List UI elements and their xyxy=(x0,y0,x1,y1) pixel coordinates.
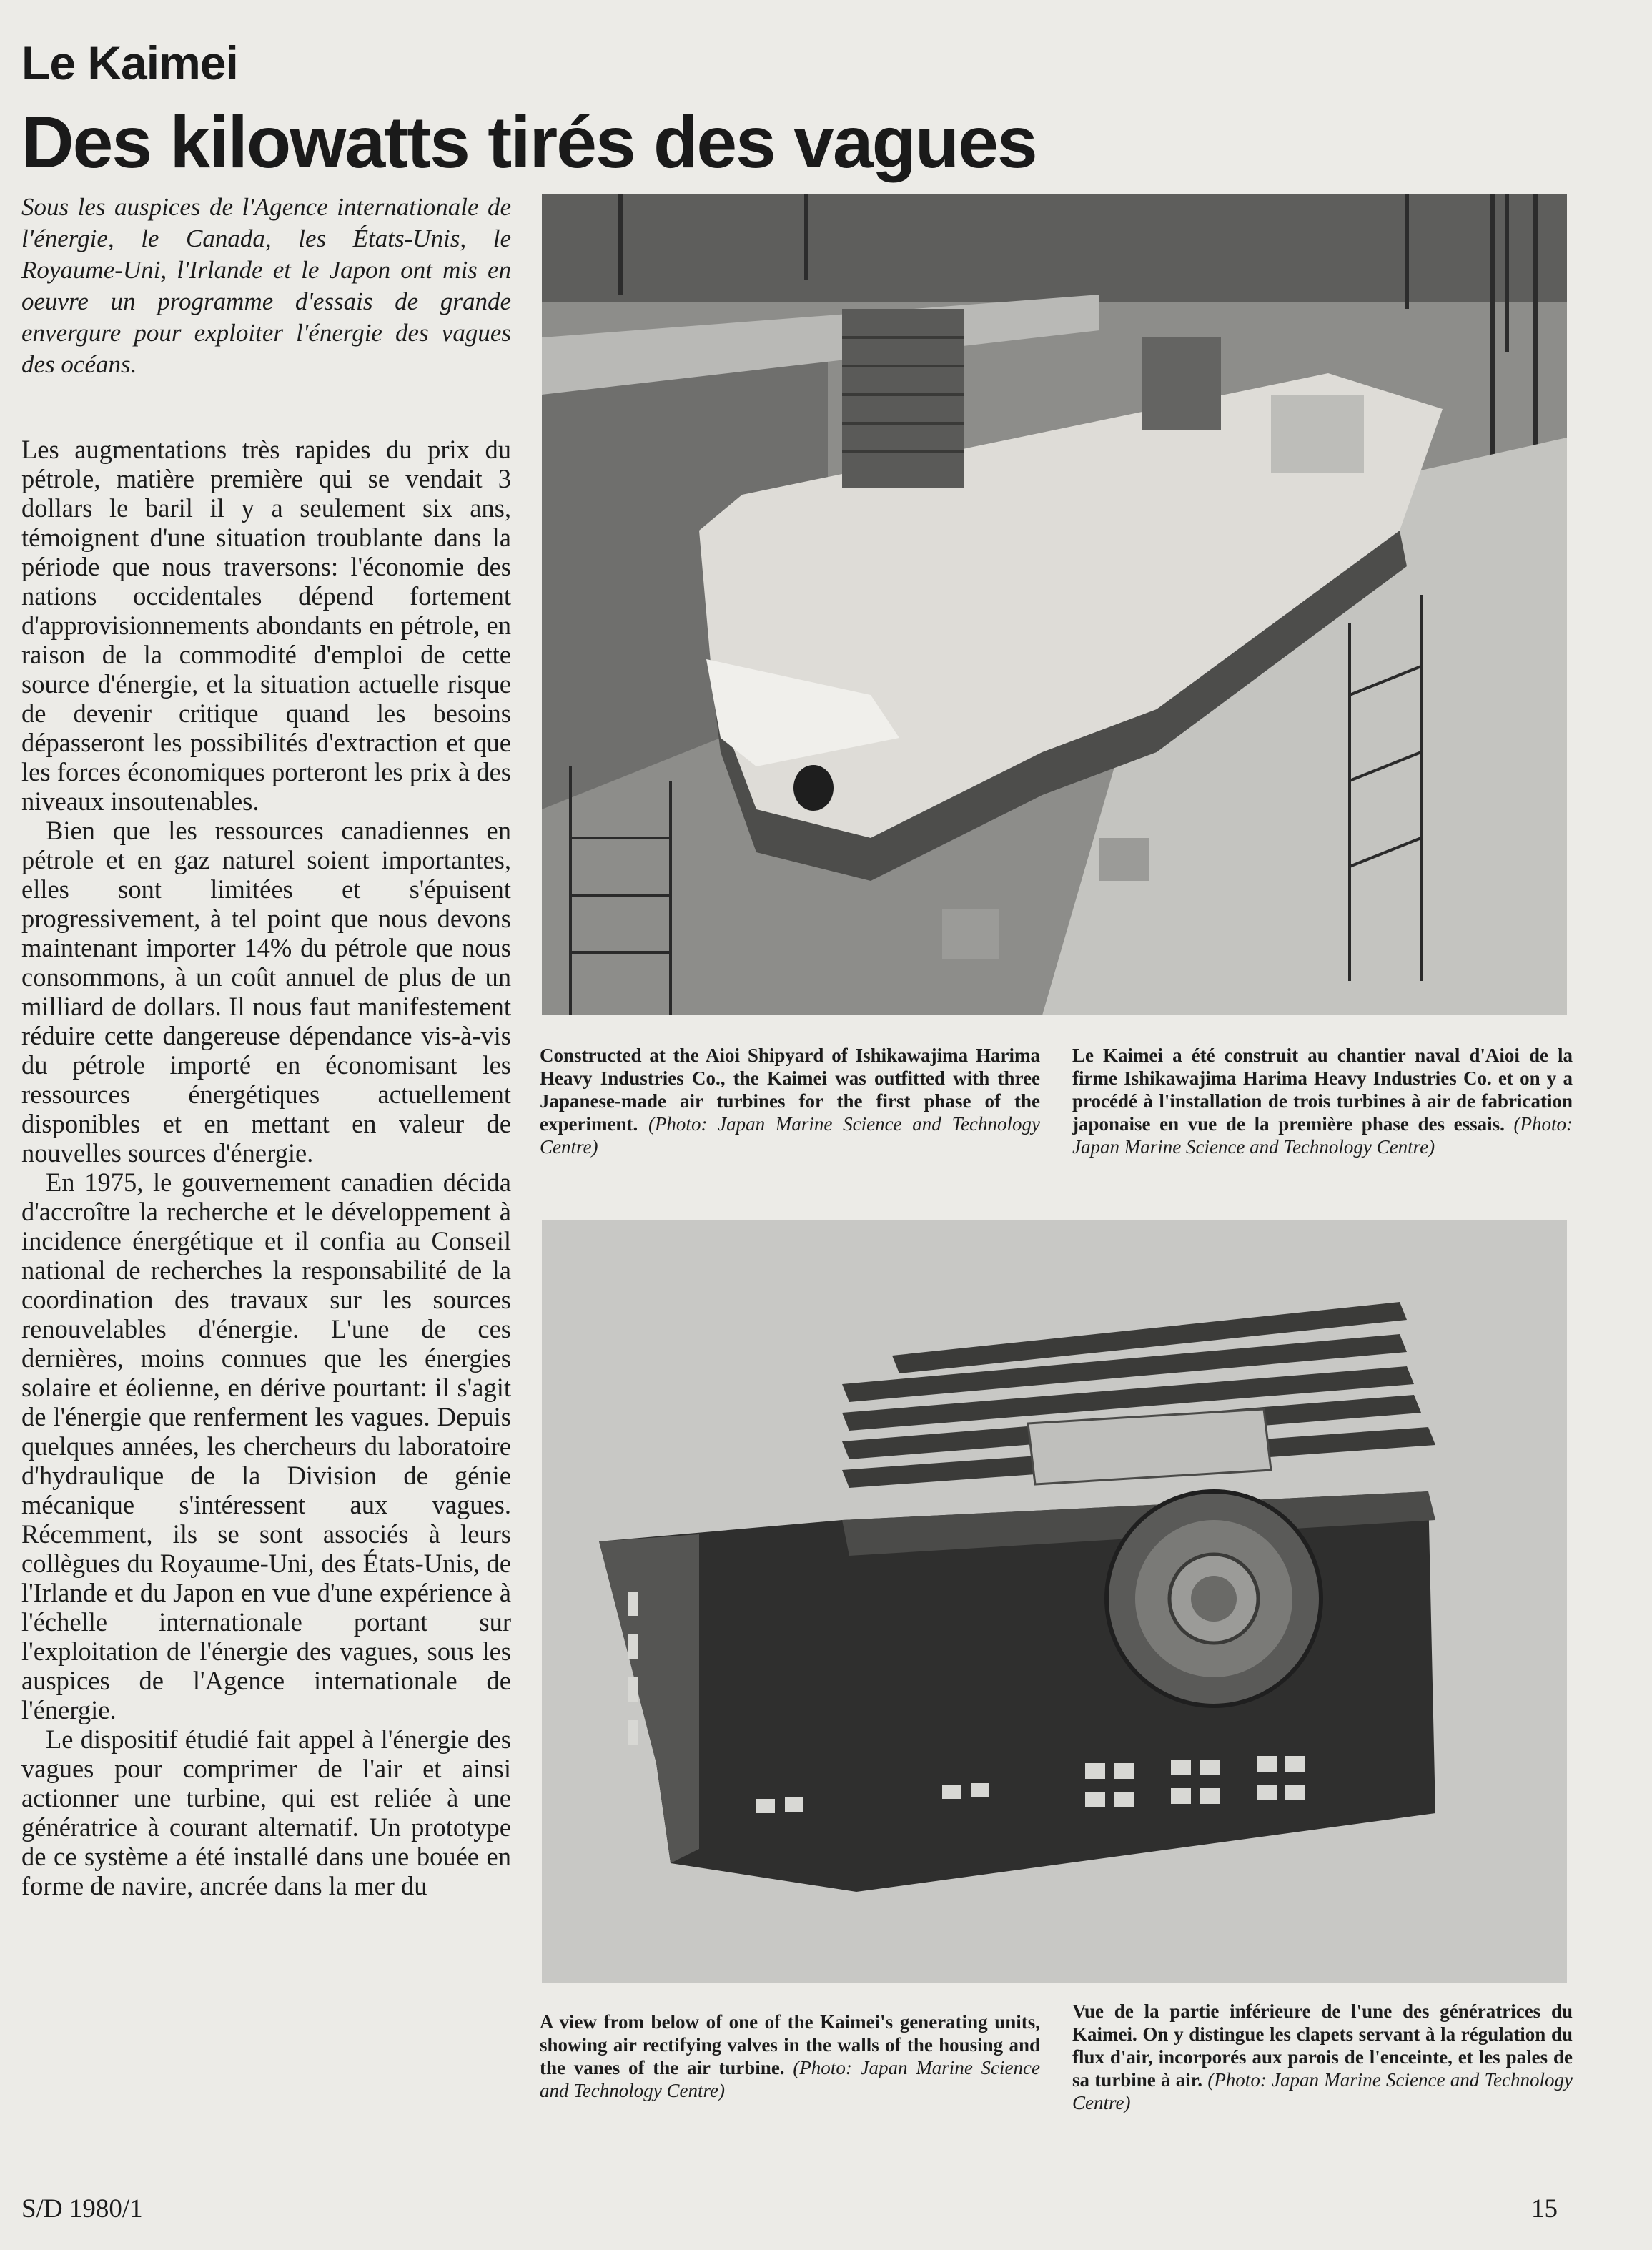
body-paragraph-3: En 1975, le gouvernement canadien décida d'accroître la recherche et le développement à incidence énergétique et il confia au Conseil national de recherches la responsabilité de la coordination des travaux sur les sources renouvelables d'énergie. L'une de ces dernières, moins connues que les énergies solaire et éolienne, en dérive pourtant: il s'agit de l'énergie que renferment les vagues. Depuis quelques années, les chercheurs du laboratoire d'hydraulique de la Division de génie mécanique s'intéressent aux vagues. Récemment, ils se sont associés à leurs collègues du Royaume-Uni, des États-Unis, de l'Irlande et du Japon en vue d'une expérience à l'échelle internationale portant sur l'exploitation de l'énergie des vagues, sous les auspices de l'Agence internationale de l'énergie. xyxy=(21,1168,511,1724)
article-headline: Des kilowatts tirés des vagues xyxy=(21,102,1037,183)
body-paragraph-1: Les augmentations très rapides du prix du pétrole, matière première qui se vendait 3 dollars le baril il y a seulement six ans, témoignent d'une situation troublante dans la période que nous traversons: l'économie des nations occidentales dépend fortement d'approvisionnements abondants en pétrole, en raison de la commodité d'emploi de cette source d'énergie, et la situation actuelle risque de devenir critique quand les besoins dépasseront les possibilités d'extraction et que les forces économiques porteront les prix à des niveaux insoutenables. xyxy=(21,435,511,816)
photo1-caption-french-text: Le Kaimei a été construit au chantier naval d'Aioi de la firme Ishikawajima Harima Heavy Industries Co. et on y a procédé à l'installation de trois turbines à air de fabrication japonaise en vue de la première phase des essais. xyxy=(1072,1045,1573,1135)
turbine-unit-photo xyxy=(542,1220,1567,1983)
body-paragraph-4: Le dispositif étudié fait appel à l'énergie des vagues pour comprimer de l'air et ainsi actionner une turbine, qui est reliée à une génératrice à courant alternatif. Un prototype de ce système a été installé dans une bouée en forme de navire, ancrée dans la mer du xyxy=(21,1724,511,1900)
photo1-caption-english xyxy=(540,1044,1040,1158)
photo2-caption-french xyxy=(1072,2000,1573,2114)
body-paragraph-2: Bien que les ressources canadiennes en pétrole et en gaz naturel soient importantes, elles sont limitées et s'épuisent progressivement, à tel point que nous devons maintenant importer 14% du pétrole que nous consommons, à un coût annuel de plus de un milliard de dollars. Il nous faut manifestement réduire cette dangereuse dépendance vis-à-vis du pétrole importé en économisant les ressources énergétiques actuellement disponibles et en mettant en valeur de nouvelles sources d'énergie. xyxy=(21,816,511,1168)
photo1-caption-french-credit: (Photo: Japan Marine Science and Technology Centre) xyxy=(1072,1113,1573,1158)
photo2-caption-english xyxy=(540,2010,1040,2102)
article-lede: Sous les auspices de l'Agence internationale de l'énergie, le Canada, les États-Unis, le Royaume-Uni, l'Irlande et le Japon ont mis en oeuvre un programme d'essais de grande envergure pour exploiter l'énergie des vagues des océans. xyxy=(21,193,511,378)
section-kicker: Le Kaimei xyxy=(21,36,238,89)
ship-drydock-photo xyxy=(542,194,1567,1015)
photo2-caption-english-text: A view from below of one of the Kaimei's generating units, showing air rectifying valves in the walls of the housing and the vanes of the air turbine. xyxy=(540,2011,1040,2078)
photo1-caption-french xyxy=(1072,1044,1573,1158)
photo2-caption-french-text: Vue de la partie inférieure de l'une des génératrices du Kaimei. On y distingue les clapets servant à la régulation du flux d'air, incorporés aux parois de l'enceinte, et les pales de sa turbine à air. xyxy=(1072,2000,1573,2091)
photo1-caption-english-credit: (Photo: Japan Marine Science and Technology Centre) xyxy=(540,1113,1041,1158)
photo2-caption-french-credit: (Photo: Japan Marine Science and Technology Centre) xyxy=(1072,2069,1573,2113)
photo1-caption-english-text: Constructed at the Aioi Shipyard of Ishikawajima Harima Heavy Industries Co., the Kaimei was outfitted with three Japanese-made air turbines for the first phase of the experiment. xyxy=(540,1045,1040,1135)
article-body xyxy=(21,435,511,2133)
photo2-caption-english-credit: (Photo: Japan Marine Science and Technology Centre) xyxy=(540,2057,1040,2101)
issue-label: S/D 1980/1 xyxy=(21,2194,143,2224)
page-number: 15 xyxy=(1531,2194,1558,2224)
